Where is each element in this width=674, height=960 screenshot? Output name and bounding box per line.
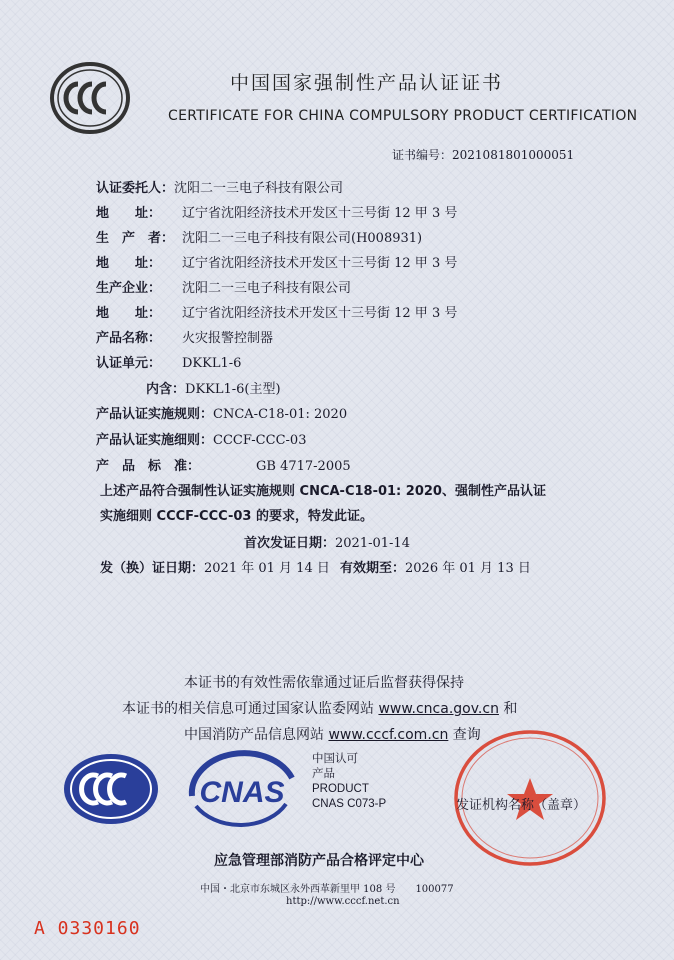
product-standard-row: 产 品 标 准： GB 4717-2005 <box>96 459 351 474</box>
cnas-logo-text: CNAS <box>199 776 285 809</box>
certificate-number: 证书编号：2021081801000051 <box>392 148 575 162</box>
cnca-link[interactable]: www.cnca.gov.cn <box>378 701 499 717</box>
certificate-title-en: CERTIFICATE FOR CHINA COMPULSORY PRODUCT CERTIFICATION <box>168 108 638 124</box>
factory-address-row: 地 址： 辽宁省沈阳经济技术开发区十三号街 12 甲 3 号 <box>96 306 458 321</box>
cnas-logo-icon <box>186 750 298 830</box>
conformity-statement-line2: 实施细则 CCCF-CCC-03 的要求，特发此证。 <box>100 509 373 524</box>
serial-number: A 0330160 <box>34 918 141 939</box>
issuer-address: 中国・北京市东城区永外西革新里甲 108 号 100077 <box>200 884 454 895</box>
product-name-row: 产品名称： 火灾报警控制器 <box>96 331 274 346</box>
certificate-title-cn: 中国国家强制性产品认证证书 <box>230 72 504 94</box>
conformity-statement-line1: 上述产品符合强制性认证实施规则 CNCA-C18-01: 2020、强制性产品认证 <box>100 484 546 499</box>
cccf-link[interactable]: www.cccf.com.cn <box>328 727 449 743</box>
issuer-name: 应急管理部消防产品合格评定中心 <box>214 853 424 869</box>
manufacturer-address-row: 地 址： 辽宁省沈阳经济技术开发区十三号街 12 甲 3 号 <box>96 256 458 271</box>
manufacturer-row: 生 产 者： 沈阳二一三电子科技有限公司(H008931) <box>96 231 423 246</box>
cert-unit-row: 认证单元： DKKL1-6 <box>96 356 242 371</box>
implementation-rules-row: 产品认证实施规则：CNCA-C18-01: 2020 <box>96 407 348 422</box>
applicant-row: 认证委托人：沈阳二一三电子科技有限公司 <box>96 181 344 196</box>
contains-row: 内含：DKKL1-6(主型) <box>146 382 281 397</box>
applicant-address-row: 地 址： 辽宁省沈阳经济技术开发区十三号街 12 甲 3 号 <box>96 206 458 221</box>
ccc-mark-icon <box>62 752 160 826</box>
implementation-details-row: 产品认证实施细则：CCCF-CCC-03 <box>96 433 307 448</box>
ccc-logo-icon <box>48 60 132 136</box>
issuer-seal-label: 发证机构名称（盖章） <box>456 798 587 813</box>
first-issue-date-row: 首次发证日期：2021-01-14 <box>244 536 410 551</box>
info-notice-line3: 中国消防产品信息网站 www.cccf.com.cn 查询 <box>184 727 481 743</box>
info-notice-line2: 本证书的相关信息可通过国家认监委网站 www.cnca.gov.cn 和 <box>122 701 518 717</box>
validity-notice: 本证书的有效性需依靠通过证后监督获得保持 <box>184 675 464 691</box>
issuer-website[interactable]: http://www.cccf.net.cn <box>286 896 400 907</box>
factory-row: 生产企业： 沈阳二一三电子科技有限公司 <box>96 281 352 296</box>
issue-expiry-row: 发（换）证日期：2021 年 01 月 14 日 有效期至：2026 年 01 月 13 日 <box>100 561 531 576</box>
cnas-accreditation-text: 中国认可 产品 PRODUCT CNAS C073-P <box>312 753 387 810</box>
